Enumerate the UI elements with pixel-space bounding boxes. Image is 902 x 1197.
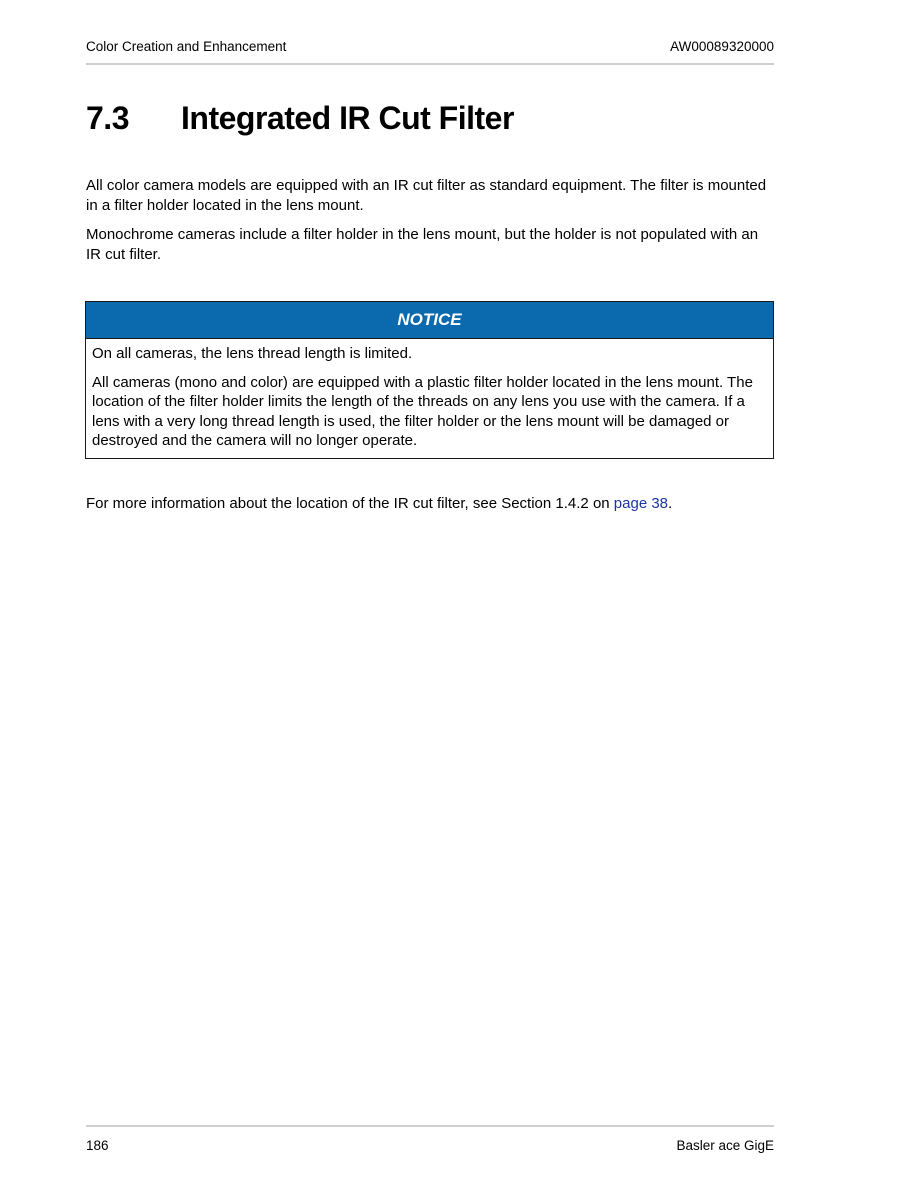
notice-line-filter-holder: All cameras (mono and color) are equipped with a plastic filter holder located in the lens mount. The location of the filter holder limits the length of the threads on any lens you use with the camera. If a lens with a very long thread length is used, the filter holder or the lens mount will be damaged or destroyed and the camera will no longer operate. <box>92 373 753 449</box>
footer-page-number: 186 <box>86 1138 109 1153</box>
header-divider <box>86 63 774 65</box>
section-heading <box>86 94 774 142</box>
header-doc-number: AW00089320000 <box>670 39 774 54</box>
notice-heading: NOTICE <box>86 302 773 339</box>
notice-box <box>85 301 774 459</box>
page-reference-link[interactable]: page 38 <box>613 495 669 512</box>
header-chapter-title: Color Creation and Enhancement <box>86 39 287 54</box>
more-info-text: For more information about the location of the IR cut filter, see Section 1.4.2 on <box>86 495 614 512</box>
notice-body <box>86 339 773 458</box>
section-title: Integrated IR Cut Filter <box>181 100 514 136</box>
body-paragraph-color-cameras: All color camera models are equipped with an IR cut filter as standard equipment. The filter is mounted in a filter holder located in the lens mount. <box>86 177 767 214</box>
running-header <box>86 38 774 56</box>
footer-product-name: Basler ace GigE <box>676 1138 774 1153</box>
body-paragraph-mono-cameras: Monochrome cameras include a filter holder in the lens mount, but the holder is not populated with an IR cut filter. <box>86 226 759 263</box>
more-info-period: . <box>668 495 673 512</box>
footer-divider <box>86 1125 774 1127</box>
more-info-paragraph <box>86 494 776 514</box>
running-footer <box>86 1137 774 1155</box>
notice-line-thread-limit: On all cameras, the lens thread length is limited. <box>92 345 413 362</box>
section-number: 7.3 <box>86 100 129 136</box>
